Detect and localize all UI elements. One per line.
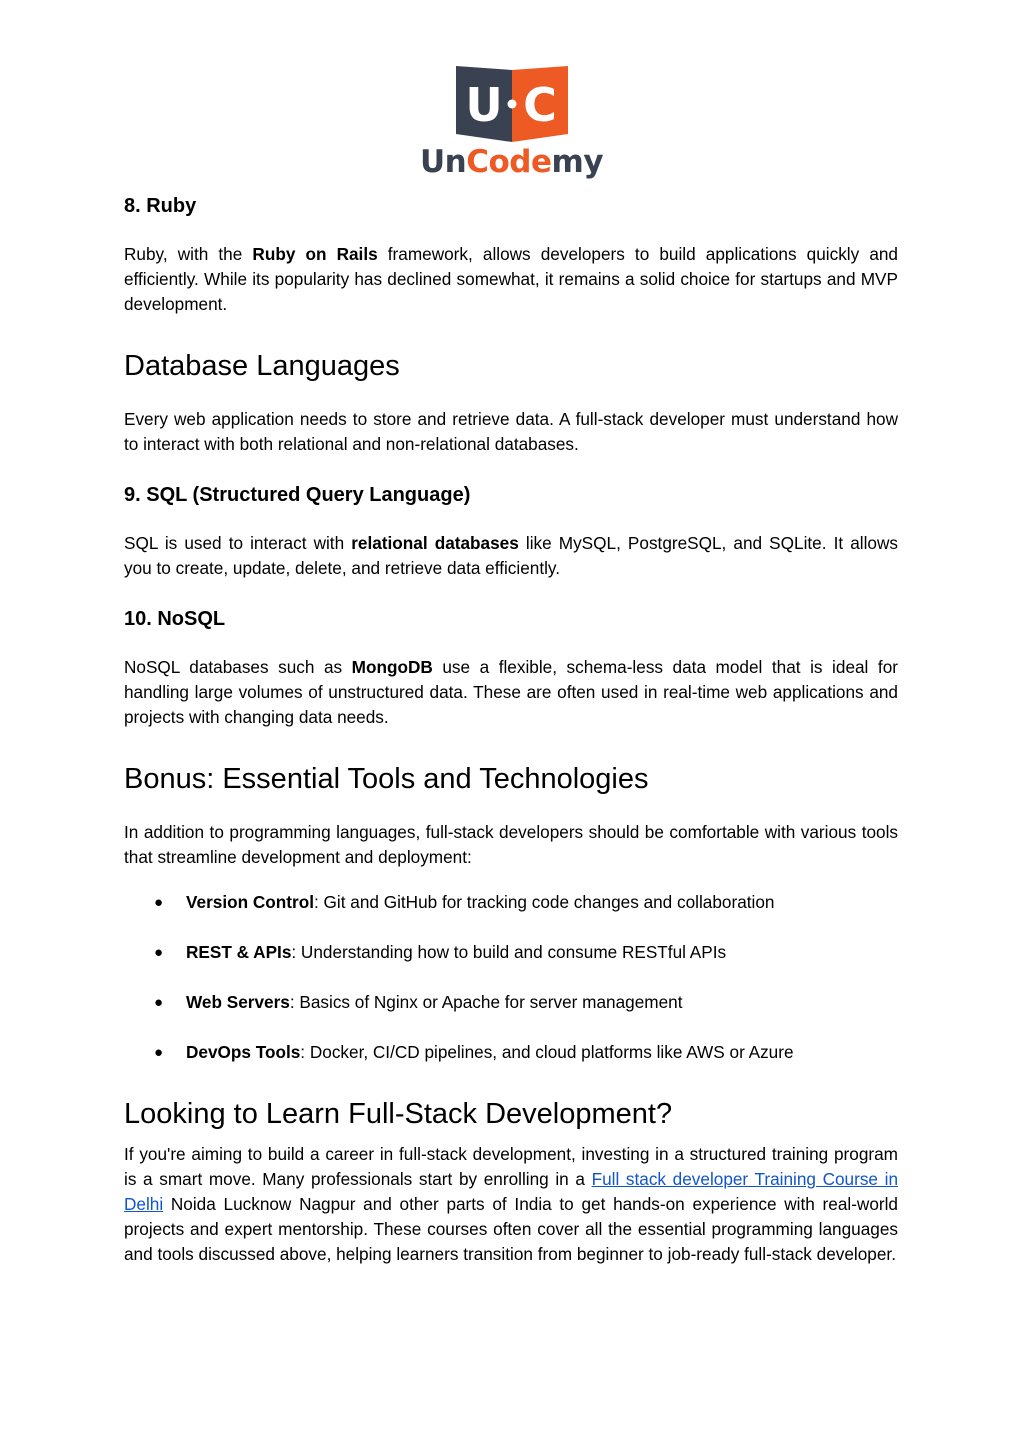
nosql-heading: 10. NoSQL	[124, 608, 226, 630]
database-languages-heading: Database Languages	[124, 350, 400, 382]
learn-heading: Looking to Learn Full-Stack Development?	[124, 1098, 673, 1130]
relational-databases-bold: relational databases	[351, 533, 519, 553]
bonus-heading: Bonus: Essential Tools and Technologies	[124, 763, 649, 795]
sql-heading: 9. SQL (Structured Query Language)	[124, 484, 471, 506]
logo-word-un: Un	[420, 144, 467, 180]
mongodb-bold: MongoDB	[351, 657, 433, 677]
logo-mark-left: U	[465, 78, 503, 132]
bullet-icon: ●	[154, 994, 164, 1011]
sql-paragraph: SQL is used to interact with relational databases like MySQL, PostgreSQL, and SQLite. It allows you to create, update, delete, and retrieve data efficiently.	[124, 533, 898, 578]
ruby-paragraph: Ruby, with the Ruby on Rails framework, allows developers to build applications quickly and efficiently. While its popularity has declined somewhat, it remains a solid choice for startups and MVP development.	[124, 244, 898, 314]
bullet-icon: ●	[154, 1044, 164, 1061]
uncodemy-logo	[420, 66, 604, 184]
learn-paragraph: If you're aiming to build a career in full-stack development, investing in a structured training program is a smart move. Many professionals start by enrolling in a Full stack developer Training Course in Delhi Noida Lucknow Nagpur and other parts of India to get hands-on experience with real-world projects and expert mentorship. These courses often cover all the essential programming languages and tools discussed above, helping learners transition from beginner to job-ready full-stack developer.	[124, 1144, 899, 1264]
nosql-paragraph: NoSQL databases such as MongoDB use a flexible, schema-less data model that is ideal for handling large volumes of unstructured data. These are often used in real-time web applications and projects with changing data needs.	[124, 657, 898, 727]
training-course-link[interactable]: Full stack developer Training Course in Delhi	[124, 1169, 899, 1214]
ruby-heading: 8. Ruby	[124, 195, 197, 217]
uncodemy-logo-mark	[456, 66, 568, 142]
ruby-on-rails-bold: Ruby on Rails	[252, 244, 378, 264]
logo-word-code: Code	[466, 144, 552, 180]
logo-wordmark	[420, 144, 604, 180]
logo-word-my: my	[551, 144, 604, 180]
bonus-intro-paragraph: In addition to programming languages, full-stack developers should be comfortable with various tools that streamline development and deployment:	[124, 822, 898, 867]
bullet-icon: ●	[154, 894, 164, 911]
database-intro-paragraph: Every web application needs to store and retrieve data. A full-stack developer must understand how to interact with both relational and non-relational databases.	[124, 409, 898, 454]
bullet-icon: ●	[154, 944, 164, 961]
logo-mark-right: C	[523, 78, 557, 132]
